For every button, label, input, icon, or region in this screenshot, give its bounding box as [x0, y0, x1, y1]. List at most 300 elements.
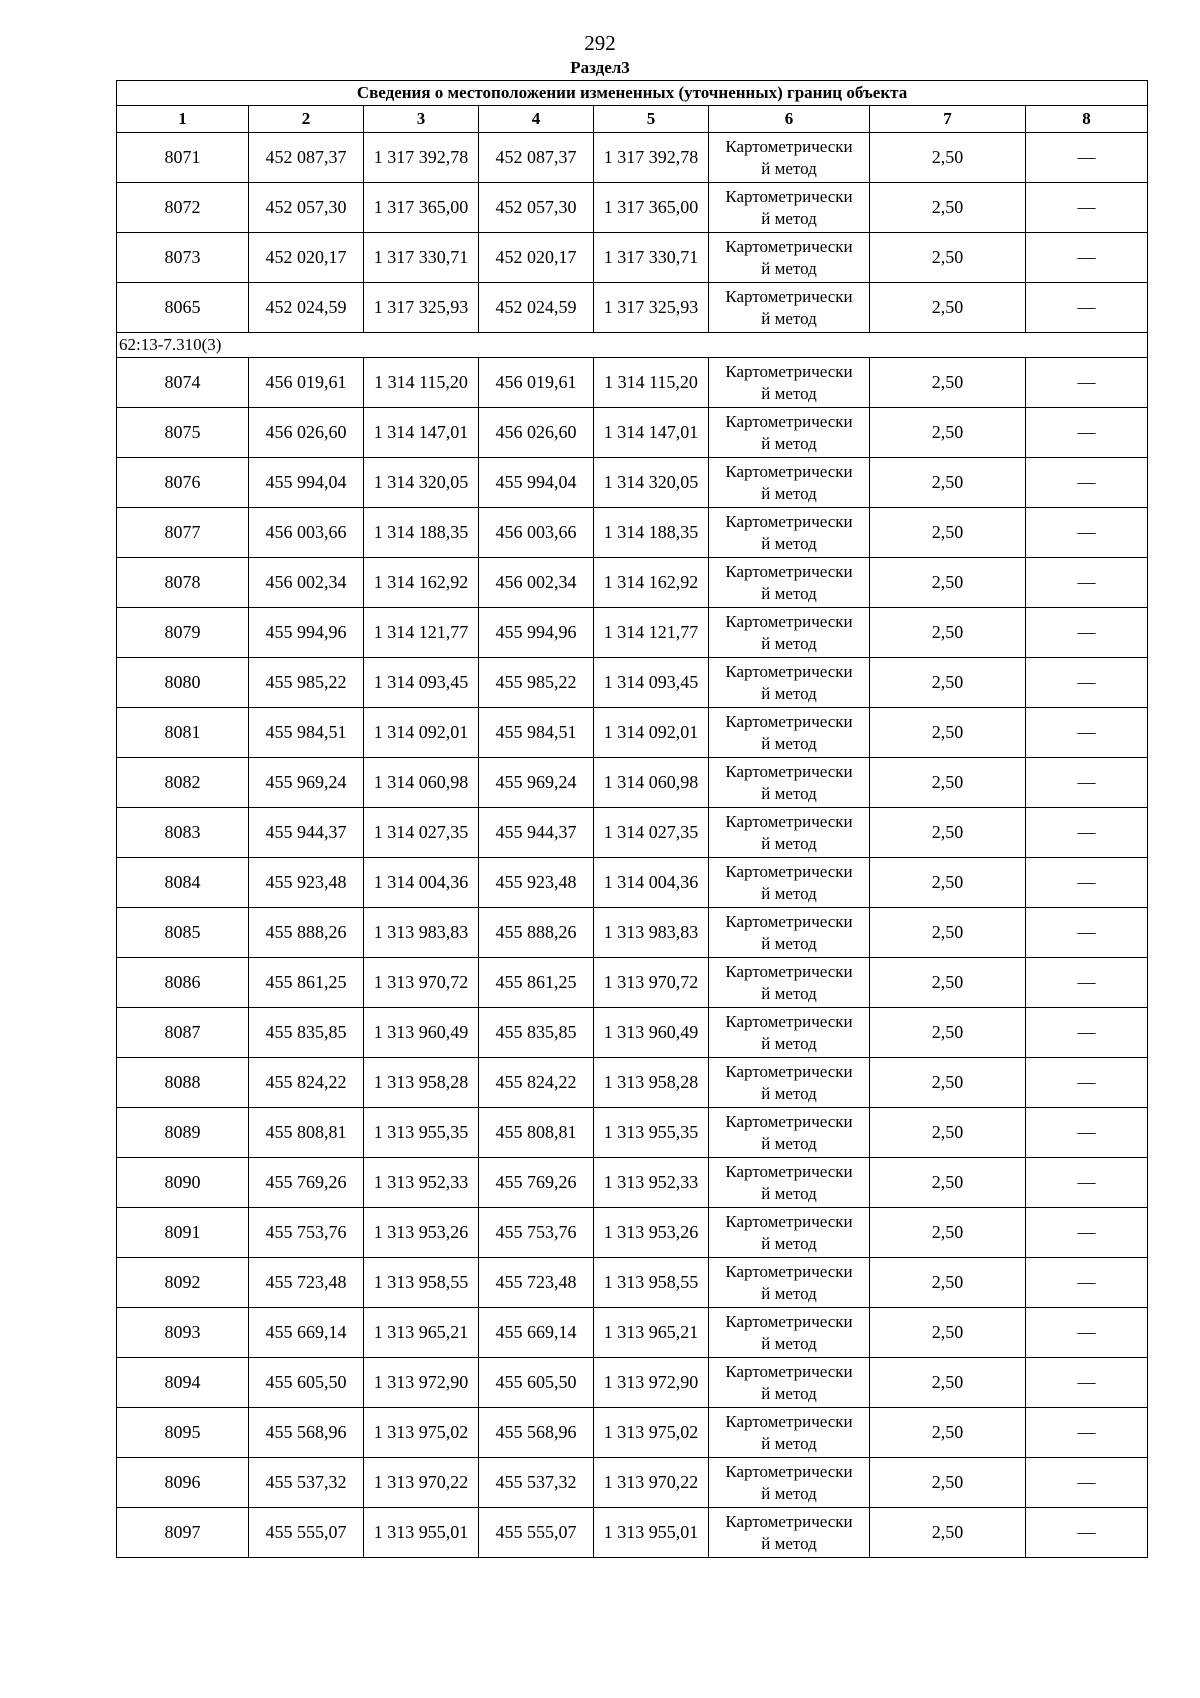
method-line-2: й метод [761, 1383, 817, 1403]
table-row [117, 1208, 1148, 1258]
method-line-1: Картометрически [725, 1361, 853, 1381]
accuracy-cell: 2,50 [870, 1158, 1026, 1208]
point-id-cell: 8077 [117, 508, 249, 558]
x-existing-cell: 455 985,22 [249, 658, 364, 708]
description-cell: — [1026, 1308, 1148, 1358]
table-row [117, 558, 1148, 608]
method-line-2: й метод [761, 833, 817, 853]
description-cell: — [1026, 233, 1148, 283]
table-row [117, 808, 1148, 858]
description-cell: — [1026, 508, 1148, 558]
x-existing-cell: 455 888,26 [249, 908, 364, 958]
accuracy-cell: 2,50 [870, 858, 1026, 908]
accuracy-cell: 2,50 [870, 658, 1026, 708]
table-row [117, 183, 1148, 233]
method-line-1: Картометрически [725, 1161, 853, 1181]
table-row [117, 283, 1148, 333]
point-id-cell: 8090 [117, 1158, 249, 1208]
column-number: 1 [117, 106, 249, 133]
accuracy-cell: 2,50 [870, 908, 1026, 958]
y-existing-cell: 1 314 060,98 [364, 758, 479, 808]
x-existing-cell: 455 835,85 [249, 1008, 364, 1058]
x-existing-cell: 455 824,22 [249, 1058, 364, 1108]
table-row [117, 508, 1148, 558]
description-cell: — [1026, 908, 1148, 958]
method-line-2: й метод [761, 983, 817, 1003]
method-cell [709, 1508, 870, 1558]
method-cell [709, 508, 870, 558]
point-id-cell: 8084 [117, 858, 249, 908]
table-caption: Сведения о местоположении измененных (уточненных) границ объекта [117, 81, 1148, 106]
description-cell: — [1026, 1008, 1148, 1058]
point-id-cell: 8092 [117, 1258, 249, 1308]
accuracy-cell: 2,50 [870, 1208, 1026, 1258]
group-label: 62:13-7.310(3) [117, 333, 1148, 358]
table-row [117, 608, 1148, 658]
accuracy-cell: 2,50 [870, 1458, 1026, 1508]
description-cell: — [1026, 608, 1148, 658]
y-existing-cell: 1 317 392,78 [364, 133, 479, 183]
y-existing-cell: 1 314 004,36 [364, 858, 479, 908]
method-line-2: й метод [761, 1183, 817, 1203]
y-new-cell: 1 317 392,78 [594, 133, 709, 183]
method-cell [709, 358, 870, 408]
method-line-2: й метод [761, 883, 817, 903]
method-line-1: Картометрически [725, 236, 853, 256]
x-new-cell: 455 888,26 [479, 908, 594, 958]
method-cell [709, 283, 870, 333]
y-new-cell: 1 314 121,77 [594, 608, 709, 658]
x-new-cell: 455 824,22 [479, 1058, 594, 1108]
table-row [117, 233, 1148, 283]
accuracy-cell: 2,50 [870, 183, 1026, 233]
y-existing-cell: 1 313 958,28 [364, 1058, 479, 1108]
method-line-1: Картометрически [725, 561, 853, 581]
method-cell [709, 808, 870, 858]
y-existing-cell: 1 314 320,05 [364, 458, 479, 508]
y-new-cell: 1 313 972,90 [594, 1358, 709, 1408]
column-number: 7 [870, 106, 1026, 133]
accuracy-cell: 2,50 [870, 458, 1026, 508]
y-existing-cell: 1 314 115,20 [364, 358, 479, 408]
method-cell [709, 408, 870, 458]
description-cell: — [1026, 1408, 1148, 1458]
point-id-cell: 8082 [117, 758, 249, 808]
method-cell [709, 233, 870, 283]
y-existing-cell: 1 317 325,93 [364, 283, 479, 333]
y-new-cell: 1 313 958,55 [594, 1258, 709, 1308]
accuracy-cell: 2,50 [870, 1008, 1026, 1058]
method-line-2: й метод [761, 933, 817, 953]
y-new-cell: 1 313 955,35 [594, 1108, 709, 1158]
method-line-1: Картометрически [725, 761, 853, 781]
x-existing-cell: 455 994,96 [249, 608, 364, 658]
y-existing-cell: 1 314 092,01 [364, 708, 479, 758]
description-cell: — [1026, 133, 1148, 183]
y-existing-cell: 1 313 965,21 [364, 1308, 479, 1358]
method-line-1: Картометрически [725, 186, 853, 206]
x-existing-cell: 455 568,96 [249, 1408, 364, 1458]
method-line-2: й метод [761, 1533, 817, 1553]
y-existing-cell: 1 313 975,02 [364, 1408, 479, 1458]
y-new-cell: 1 317 365,00 [594, 183, 709, 233]
y-existing-cell: 1 313 970,22 [364, 1458, 479, 1508]
method-line-1: Картометрически [725, 961, 853, 981]
description-cell: — [1026, 1108, 1148, 1158]
description-cell: — [1026, 1258, 1148, 1308]
point-id-cell: 8081 [117, 708, 249, 758]
table-body [117, 133, 1148, 1558]
table-row [117, 908, 1148, 958]
table-row [117, 1308, 1148, 1358]
method-line-1: Картометрически [725, 411, 853, 431]
x-new-cell: 455 861,25 [479, 958, 594, 1008]
method-line-1: Картометрически [725, 1261, 853, 1281]
table-row [117, 1408, 1148, 1458]
y-new-cell: 1 313 960,49 [594, 1008, 709, 1058]
method-line-1: Картометрически [725, 711, 853, 731]
point-id-cell: 8089 [117, 1108, 249, 1158]
column-number-row [117, 106, 1148, 133]
y-existing-cell: 1 313 972,90 [364, 1358, 479, 1408]
method-cell [709, 958, 870, 1008]
method-line-2: й метод [761, 158, 817, 178]
description-cell: — [1026, 1158, 1148, 1208]
description-cell: — [1026, 708, 1148, 758]
table-row [117, 958, 1148, 1008]
method-line-2: й метод [761, 383, 817, 403]
method-line-1: Картометрически [725, 611, 853, 631]
method-cell [709, 1058, 870, 1108]
x-new-cell: 452 057,30 [479, 183, 594, 233]
y-existing-cell: 1 314 162,92 [364, 558, 479, 608]
point-id-cell: 8094 [117, 1358, 249, 1408]
method-cell [709, 1458, 870, 1508]
method-line-1: Картометрически [725, 1511, 853, 1531]
method-cell [709, 1158, 870, 1208]
x-new-cell: 455 969,24 [479, 758, 594, 808]
y-new-cell: 1 314 115,20 [594, 358, 709, 408]
x-new-cell: 455 994,04 [479, 458, 594, 508]
accuracy-cell: 2,50 [870, 233, 1026, 283]
y-new-cell: 1 314 147,01 [594, 408, 709, 458]
accuracy-cell: 2,50 [870, 408, 1026, 458]
description-cell: — [1026, 1358, 1148, 1408]
y-new-cell: 1 313 958,28 [594, 1058, 709, 1108]
column-number: 8 [1026, 106, 1148, 133]
method-cell [709, 908, 870, 958]
description-cell: — [1026, 1458, 1148, 1508]
accuracy-cell: 2,50 [870, 958, 1026, 1008]
y-new-cell: 1 313 975,02 [594, 1408, 709, 1458]
method-line-2: й метод [761, 208, 817, 228]
table-row [117, 1458, 1148, 1508]
description-cell: — [1026, 1508, 1148, 1558]
description-cell: — [1026, 558, 1148, 608]
x-existing-cell: 455 605,50 [249, 1358, 364, 1408]
x-new-cell: 452 087,37 [479, 133, 594, 183]
column-number: 4 [479, 106, 594, 133]
description-cell: — [1026, 358, 1148, 408]
y-new-cell: 1 314 162,92 [594, 558, 709, 608]
x-new-cell: 455 944,37 [479, 808, 594, 858]
table-row [117, 458, 1148, 508]
accuracy-cell: 2,50 [870, 1508, 1026, 1558]
section-title: Раздел3 [570, 58, 630, 77]
x-existing-cell: 455 808,81 [249, 1108, 364, 1158]
method-cell [709, 558, 870, 608]
table-row [117, 1058, 1148, 1108]
table-row [117, 658, 1148, 708]
method-line-1: Картометрически [725, 286, 853, 306]
column-number: 6 [709, 106, 870, 133]
description-cell: — [1026, 808, 1148, 858]
y-existing-cell: 1 314 093,45 [364, 658, 479, 708]
table-row [117, 758, 1148, 808]
accuracy-cell: 2,50 [870, 1358, 1026, 1408]
method-line-2: й метод [761, 583, 817, 603]
method-cell [709, 1358, 870, 1408]
y-new-cell: 1 313 970,72 [594, 958, 709, 1008]
method-line-1: Картометрически [725, 136, 853, 156]
y-existing-cell: 1 313 955,35 [364, 1108, 479, 1158]
x-new-cell: 455 769,26 [479, 1158, 594, 1208]
method-line-2: й метод [761, 1483, 817, 1503]
y-new-cell: 1 314 092,01 [594, 708, 709, 758]
point-id-cell: 8073 [117, 233, 249, 283]
x-existing-cell: 455 753,76 [249, 1208, 364, 1258]
point-id-cell: 8091 [117, 1208, 249, 1258]
method-line-1: Картометрически [725, 1111, 853, 1131]
method-cell [709, 858, 870, 908]
y-new-cell: 1 313 970,22 [594, 1458, 709, 1508]
y-new-cell: 1 313 955,01 [594, 1508, 709, 1558]
accuracy-cell: 2,50 [870, 283, 1026, 333]
method-cell [709, 1408, 870, 1458]
x-new-cell: 455 723,48 [479, 1258, 594, 1308]
x-new-cell: 456 003,66 [479, 508, 594, 558]
method-line-1: Картометрически [725, 1011, 853, 1031]
x-existing-cell: 452 057,30 [249, 183, 364, 233]
y-existing-cell: 1 313 983,83 [364, 908, 479, 958]
method-line-1: Картометрически [725, 861, 853, 881]
method-line-1: Картометрически [725, 1411, 853, 1431]
description-cell: — [1026, 658, 1148, 708]
method-line-1: Картометрически [725, 911, 853, 931]
method-cell [709, 183, 870, 233]
column-number: 3 [364, 106, 479, 133]
x-existing-cell: 456 026,60 [249, 408, 364, 458]
method-cell [709, 1258, 870, 1308]
table-row [117, 1008, 1148, 1058]
method-line-2: й метод [761, 1133, 817, 1153]
point-id-cell: 8080 [117, 658, 249, 708]
x-existing-cell: 456 003,66 [249, 508, 364, 558]
x-existing-cell: 455 769,26 [249, 1158, 364, 1208]
method-line-1: Картометрически [725, 1461, 853, 1481]
x-existing-cell: 455 969,24 [249, 758, 364, 808]
x-existing-cell: 452 020,17 [249, 233, 364, 283]
x-existing-cell: 456 019,61 [249, 358, 364, 408]
method-line-1: Картометрически [725, 661, 853, 681]
x-new-cell: 455 669,14 [479, 1308, 594, 1358]
y-new-cell: 1 313 983,83 [594, 908, 709, 958]
x-new-cell: 455 985,22 [479, 658, 594, 708]
point-id-cell: 8097 [117, 1508, 249, 1558]
accuracy-cell: 2,50 [870, 758, 1026, 808]
method-cell [709, 1208, 870, 1258]
method-line-2: й метод [761, 483, 817, 503]
x-new-cell: 456 026,60 [479, 408, 594, 458]
x-new-cell: 455 753,76 [479, 1208, 594, 1258]
accuracy-cell: 2,50 [870, 1408, 1026, 1458]
x-new-cell: 455 808,81 [479, 1108, 594, 1158]
x-existing-cell: 455 994,04 [249, 458, 364, 508]
accuracy-cell: 2,50 [870, 558, 1026, 608]
method-line-1: Картометрически [725, 1311, 853, 1331]
table-row [117, 1158, 1148, 1208]
description-cell: — [1026, 408, 1148, 458]
method-cell [709, 458, 870, 508]
description-cell: — [1026, 758, 1148, 808]
y-new-cell: 1 314 060,98 [594, 758, 709, 808]
accuracy-cell: 2,50 [870, 508, 1026, 558]
method-line-2: й метод [761, 733, 817, 753]
method-line-2: й метод [761, 1033, 817, 1053]
method-cell [709, 758, 870, 808]
x-existing-cell: 455 861,25 [249, 958, 364, 1008]
description-cell: — [1026, 283, 1148, 333]
y-existing-cell: 1 313 970,72 [364, 958, 479, 1008]
method-line-2: й метод [761, 633, 817, 653]
x-existing-cell: 455 723,48 [249, 1258, 364, 1308]
y-new-cell: 1 313 953,26 [594, 1208, 709, 1258]
x-new-cell: 455 555,07 [479, 1508, 594, 1558]
x-existing-cell: 452 087,37 [249, 133, 364, 183]
y-new-cell: 1 313 965,21 [594, 1308, 709, 1358]
accuracy-cell: 2,50 [870, 358, 1026, 408]
y-new-cell: 1 314 320,05 [594, 458, 709, 508]
method-line-1: Картометрически [725, 1211, 853, 1231]
method-cell [709, 608, 870, 658]
table-row [117, 408, 1148, 458]
method-line-2: й метод [761, 1233, 817, 1253]
y-new-cell: 1 314 093,45 [594, 658, 709, 708]
y-new-cell: 1 313 952,33 [594, 1158, 709, 1208]
x-new-cell: 455 568,96 [479, 1408, 594, 1458]
description-cell: — [1026, 1058, 1148, 1108]
method-line-1: Картометрически [725, 461, 853, 481]
accuracy-cell: 2,50 [870, 133, 1026, 183]
point-id-cell: 8095 [117, 1408, 249, 1458]
x-new-cell: 456 019,61 [479, 358, 594, 408]
x-new-cell: 452 020,17 [479, 233, 594, 283]
method-line-2: й метод [761, 1283, 817, 1303]
y-new-cell: 1 317 325,93 [594, 283, 709, 333]
x-existing-cell: 455 984,51 [249, 708, 364, 758]
accuracy-cell: 2,50 [870, 608, 1026, 658]
y-existing-cell: 1 313 958,55 [364, 1258, 479, 1308]
point-id-cell: 8086 [117, 958, 249, 1008]
method-line-2: й метод [761, 683, 817, 703]
group-row [117, 333, 1148, 358]
x-existing-cell: 456 002,34 [249, 558, 364, 608]
table-row [117, 1508, 1148, 1558]
x-new-cell: 455 605,50 [479, 1358, 594, 1408]
description-cell: — [1026, 958, 1148, 1008]
page-number: 292 [584, 31, 616, 55]
y-existing-cell: 1 317 365,00 [364, 183, 479, 233]
accuracy-cell: 2,50 [870, 808, 1026, 858]
x-existing-cell: 455 944,37 [249, 808, 364, 858]
point-id-cell: 8075 [117, 408, 249, 458]
method-line-1: Картометрически [725, 1061, 853, 1081]
method-cell [709, 1308, 870, 1358]
description-cell: — [1026, 1208, 1148, 1258]
point-id-cell: 8072 [117, 183, 249, 233]
y-existing-cell: 1 313 952,33 [364, 1158, 479, 1208]
point-id-cell: 8088 [117, 1058, 249, 1108]
method-cell [709, 1008, 870, 1058]
y-existing-cell: 1 314 027,35 [364, 808, 479, 858]
method-line-2: й метод [761, 1433, 817, 1453]
method-cell [709, 708, 870, 758]
table-row [117, 1108, 1148, 1158]
table-row [117, 1258, 1148, 1308]
table-row [117, 133, 1148, 183]
method-line-2: й метод [761, 433, 817, 453]
method-line-2: й метод [761, 783, 817, 803]
method-cell [709, 1108, 870, 1158]
point-id-cell: 8083 [117, 808, 249, 858]
x-new-cell: 455 537,32 [479, 1458, 594, 1508]
x-new-cell: 456 002,34 [479, 558, 594, 608]
x-existing-cell: 452 024,59 [249, 283, 364, 333]
method-line-2: й метод [761, 1083, 817, 1103]
x-existing-cell: 455 669,14 [249, 1308, 364, 1358]
column-number: 5 [594, 106, 709, 133]
column-number: 2 [249, 106, 364, 133]
x-existing-cell: 455 537,32 [249, 1458, 364, 1508]
y-new-cell: 1 317 330,71 [594, 233, 709, 283]
method-cell [709, 133, 870, 183]
x-new-cell: 455 984,51 [479, 708, 594, 758]
accuracy-cell: 2,50 [870, 1258, 1026, 1308]
x-existing-cell: 455 555,07 [249, 1508, 364, 1558]
accuracy-cell: 2,50 [870, 1058, 1026, 1108]
point-id-cell: 8078 [117, 558, 249, 608]
method-line-1: Картометрически [725, 511, 853, 531]
accuracy-cell: 2,50 [870, 1108, 1026, 1158]
accuracy-cell: 2,50 [870, 1308, 1026, 1358]
y-new-cell: 1 314 027,35 [594, 808, 709, 858]
description-cell: — [1026, 458, 1148, 508]
y-existing-cell: 1 317 330,71 [364, 233, 479, 283]
point-id-cell: 8085 [117, 908, 249, 958]
y-new-cell: 1 314 004,36 [594, 858, 709, 908]
y-existing-cell: 1 314 188,35 [364, 508, 479, 558]
method-cell [709, 658, 870, 708]
table-row [117, 358, 1148, 408]
x-new-cell: 455 835,85 [479, 1008, 594, 1058]
table-row [117, 708, 1148, 758]
table-row [117, 858, 1148, 908]
y-existing-cell: 1 313 953,26 [364, 1208, 479, 1258]
x-new-cell: 455 994,96 [479, 608, 594, 658]
method-line-1: Картометрически [725, 361, 853, 381]
point-id-cell: 8087 [117, 1008, 249, 1058]
point-id-cell: 8076 [117, 458, 249, 508]
